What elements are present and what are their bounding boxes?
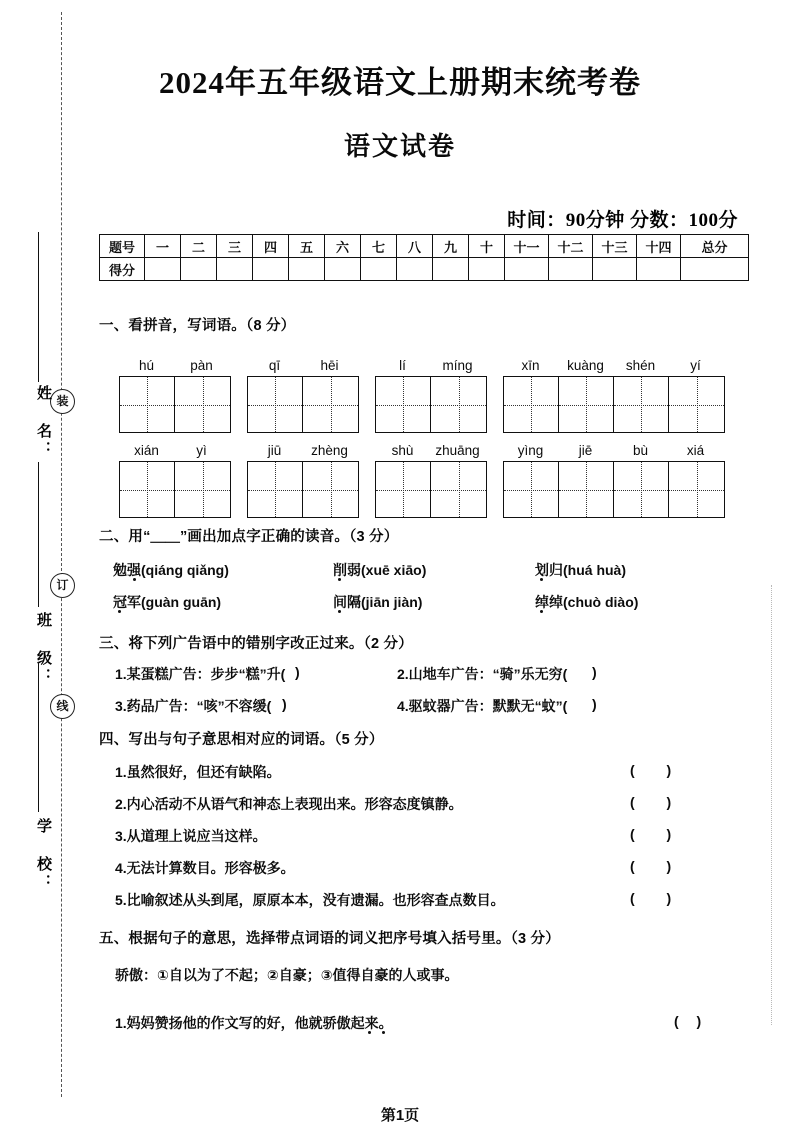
emphasis-dot xyxy=(540,578,543,581)
grid-cell[interactable] xyxy=(614,462,669,517)
pinyin-syllable: jiē xyxy=(578,443,593,458)
section-3-item-2[interactable]: 2.山地车广告：“骑”乐无穷( xyxy=(397,666,568,682)
section-4-item-3: 3.从道理上说应当这样。 xyxy=(115,828,267,844)
seal-char-zhuang: 装 xyxy=(50,389,75,414)
pinyin-syllable: lí xyxy=(399,358,406,373)
section-4-item-5: 5.比喻叙述从头到尾，原原本本，没有遗漏。也形容查点数目。 xyxy=(115,892,505,908)
pinyin-label-row xyxy=(375,443,487,458)
emphasis-dot xyxy=(368,1031,371,1034)
score-cell-9[interactable] xyxy=(433,258,469,281)
pinyin-syllable: yìng xyxy=(517,443,544,458)
section-2-item-2[interactable]: 削弱(xuē xiāo) xyxy=(333,562,427,578)
pinyin-syllable: xīn xyxy=(521,358,540,373)
grid-cell[interactable] xyxy=(248,462,303,517)
emphasis-dot xyxy=(382,1031,385,1034)
emphasis-dot xyxy=(540,610,543,613)
section-3-item-2-close: ) xyxy=(592,664,597,680)
score-cell-8[interactable] xyxy=(397,258,433,281)
pinyin-syllable: jiū xyxy=(267,443,282,458)
field-label-school: 学 校： xyxy=(35,818,52,892)
grid-cell[interactable] xyxy=(504,377,559,432)
emphasis-dot xyxy=(118,610,121,613)
writing-grid[interactable] xyxy=(119,376,231,433)
grid-cell[interactable] xyxy=(559,377,614,432)
section-3-item-3-close: ) xyxy=(282,696,287,712)
section-3-item-4[interactable]: 4.驱蚊器广告：默默无“蚊”( xyxy=(397,698,568,714)
score-table-col-10: 十 xyxy=(469,235,505,258)
pinyin-label-row xyxy=(119,358,231,373)
seal-char-xian: 线 xyxy=(50,694,75,719)
emphasis-dot xyxy=(338,578,341,581)
pinyin-syllable: hēi xyxy=(320,358,339,373)
pinyin-label-row xyxy=(503,358,725,373)
writing-grid[interactable] xyxy=(119,461,231,518)
grid-cell[interactable] xyxy=(614,377,669,432)
section-5-answer-1[interactable]: ( ) xyxy=(674,1013,709,1029)
score-table-col-14: 十四 xyxy=(637,235,681,258)
grid-cell[interactable] xyxy=(669,462,724,517)
section-3-item-1-close: ) xyxy=(295,664,300,680)
score-cell-3[interactable] xyxy=(217,258,253,281)
section-4-answer-5[interactable]: ( ) xyxy=(630,890,686,906)
section-5-item-1: 1.妈妈赞扬他的作文写的好，他就骄傲起来。 xyxy=(115,1015,393,1031)
grid-cell[interactable] xyxy=(120,462,175,517)
grid-cell[interactable] xyxy=(303,462,358,517)
score-table-row-label: 题号 xyxy=(100,235,145,258)
grid-cell[interactable] xyxy=(175,377,230,432)
score-cell-6[interactable] xyxy=(325,258,361,281)
score-table-col-1: 一 xyxy=(145,235,181,258)
score-table-col-12: 十二 xyxy=(549,235,593,258)
section-4-item-4: 4.无法计算数目。形容极多。 xyxy=(115,860,295,876)
score-table-col-11: 十一 xyxy=(505,235,549,258)
score-table-col-4: 四 xyxy=(253,235,289,258)
pinyin-syllable: shù xyxy=(391,443,414,458)
pinyin-syllable: pàn xyxy=(190,358,213,373)
grid-cell[interactable] xyxy=(669,377,724,432)
section-4-heading: 四、写出与句子意思相对应的词语。（5 分） xyxy=(99,732,384,748)
pinyin-syllable: hú xyxy=(138,358,155,373)
pinyin-syllable: xián xyxy=(134,443,159,458)
pinyin-group-1-1 xyxy=(119,358,231,433)
writing-grid[interactable] xyxy=(503,376,725,433)
margin-rule-1 xyxy=(38,232,39,382)
pinyin-label-row xyxy=(503,443,725,458)
score-cell-7[interactable] xyxy=(361,258,397,281)
score-cell-12[interactable] xyxy=(549,258,593,281)
score-cell-10[interactable] xyxy=(469,258,505,281)
pinyin-syllable: shén xyxy=(625,358,656,373)
section-4-answer-3[interactable]: ( ) xyxy=(630,826,686,842)
score-table-col-3: 三 xyxy=(217,235,253,258)
writing-grid[interactable] xyxy=(375,461,487,518)
score-table-col-5: 五 xyxy=(289,235,325,258)
score-cell-11[interactable] xyxy=(505,258,549,281)
writing-grid[interactable] xyxy=(247,376,359,433)
field-label-name: 姓 名： xyxy=(35,385,52,459)
pinyin-syllable: yì xyxy=(196,443,207,458)
page-title: 2024年五年级语文上册期末统考卷 xyxy=(159,65,641,100)
section-5-heading: 五、根据句子的意思，选择带点词语的词义把序号填入括号里。（3 分） xyxy=(99,931,560,947)
pinyin-group-1-2 xyxy=(247,358,359,433)
section-3-item-1[interactable]: 1.某蛋糕广告：步步“糕”升( xyxy=(115,666,286,682)
score-table-score-row xyxy=(100,258,749,281)
grid-cell[interactable] xyxy=(431,462,486,517)
exam-meta-info: 时间：90分钟 分数：100分 xyxy=(507,210,738,231)
section-4-item-2: 2.内心活动不从语气和神态上表现出来。形容态度镇静。 xyxy=(115,796,463,812)
section-4-answer-1[interactable]: ( ) xyxy=(630,762,686,778)
margin-rule-2 xyxy=(38,462,39,607)
field-label-class: 班 级： xyxy=(35,612,52,686)
score-table-col-7: 七 xyxy=(361,235,397,258)
section-3-item-4-close: ) xyxy=(592,696,597,712)
page-subtitle: 语文试卷 xyxy=(343,132,456,161)
pinyin-group-2-2 xyxy=(247,443,359,518)
pinyin-group-2-4 xyxy=(503,443,725,518)
pinyin-syllable: xiá xyxy=(686,443,705,458)
pinyin-syllable: bù xyxy=(632,443,649,458)
page-number-footer: 第1页 xyxy=(380,1107,420,1124)
grid-cell[interactable] xyxy=(248,377,303,432)
score-cell-total[interactable] xyxy=(681,258,749,281)
pinyin-group-1-4 xyxy=(503,358,725,433)
grid-cell[interactable] xyxy=(504,462,559,517)
writing-grid[interactable] xyxy=(375,376,487,433)
score-table xyxy=(99,234,749,281)
section-2-item-3[interactable]: 划归(huá huà) xyxy=(535,562,626,578)
score-table-header-row xyxy=(100,235,749,258)
section-4-item-1: 1.虽然很好，但还有缺陷。 xyxy=(115,764,281,780)
emphasis-dot xyxy=(338,610,341,613)
score-cell-2[interactable] xyxy=(181,258,217,281)
pinyin-label-row xyxy=(119,443,231,458)
score-cell-13[interactable] xyxy=(593,258,637,281)
pinyin-label-row xyxy=(375,358,487,373)
section-2-item-5[interactable]: 间隔(jiān jiàn) xyxy=(333,594,423,610)
pinyin-syllable: zhuāng xyxy=(435,443,480,458)
pinyin-syllable: kuàng xyxy=(567,358,604,373)
grid-cell[interactable] xyxy=(559,462,614,517)
pinyin-label-row xyxy=(247,358,359,373)
section-4-answer-2[interactable]: ( ) xyxy=(630,794,686,810)
score-cell-4[interactable] xyxy=(253,258,289,281)
pinyin-syllable: qī xyxy=(268,358,281,373)
grid-cell[interactable] xyxy=(376,462,431,517)
section-2-heading: 二、用“＿＿”画出加点字正确的读音。（3 分） xyxy=(99,529,399,545)
score-table-col-13: 十三 xyxy=(593,235,637,258)
section-2-item-6[interactable]: 绰绰(chuò diào) xyxy=(535,594,639,610)
pinyin-syllable: yí xyxy=(690,358,701,373)
score-table-col-total: 总分 xyxy=(681,235,749,258)
grid-cell[interactable] xyxy=(120,377,175,432)
section-2-item-1[interactable]: 勉强(qiáng qiǎng) xyxy=(113,562,229,578)
pinyin-group-2-1 xyxy=(119,443,231,518)
score-cell-14[interactable] xyxy=(637,258,681,281)
section-4-answer-4[interactable]: ( ) xyxy=(630,858,686,874)
seal-dashed-line xyxy=(61,12,62,1097)
score-cell-5[interactable] xyxy=(289,258,325,281)
score-table-score-label: 得分 xyxy=(100,258,145,281)
score-table-col-2: 二 xyxy=(181,235,217,258)
section-5-definition: 骄傲：①自以为了不起；②自豪；③值得自豪的人或事。 xyxy=(115,967,459,983)
grid-cell[interactable] xyxy=(303,377,358,432)
pinyin-label-row xyxy=(247,443,359,458)
margin-rule-3 xyxy=(38,662,39,812)
section-1-heading: 一、看拼音，写词语。（8 分） xyxy=(99,318,296,334)
score-table-col-9: 九 xyxy=(433,235,469,258)
pinyin-group-2-3 xyxy=(375,443,487,518)
section-3-item-3[interactable]: 3.药品广告：“咳”不容缓( xyxy=(115,698,272,714)
seal-char-ding: 订 xyxy=(50,573,75,598)
grid-cell[interactable] xyxy=(376,377,431,432)
score-cell-1[interactable] xyxy=(145,258,181,281)
score-table-col-8: 八 xyxy=(397,235,433,258)
emphasis-dot xyxy=(133,578,136,581)
pinyin-syllable: míng xyxy=(442,358,473,373)
writing-grid[interactable] xyxy=(503,461,725,518)
pinyin-syllable: zhèng xyxy=(311,443,348,458)
section-2-item-4[interactable]: 冠军(guàn guān) xyxy=(113,594,222,610)
grid-cell[interactable] xyxy=(431,377,486,432)
pinyin-group-1-3 xyxy=(375,358,487,433)
grid-cell[interactable] xyxy=(175,462,230,517)
right-dotted-line xyxy=(771,585,772,1025)
score-table-col-6: 六 xyxy=(325,235,361,258)
writing-grid[interactable] xyxy=(247,461,359,518)
section-3-heading: 三、将下列广告语中的错别字改正过来。（2 分） xyxy=(99,636,413,652)
